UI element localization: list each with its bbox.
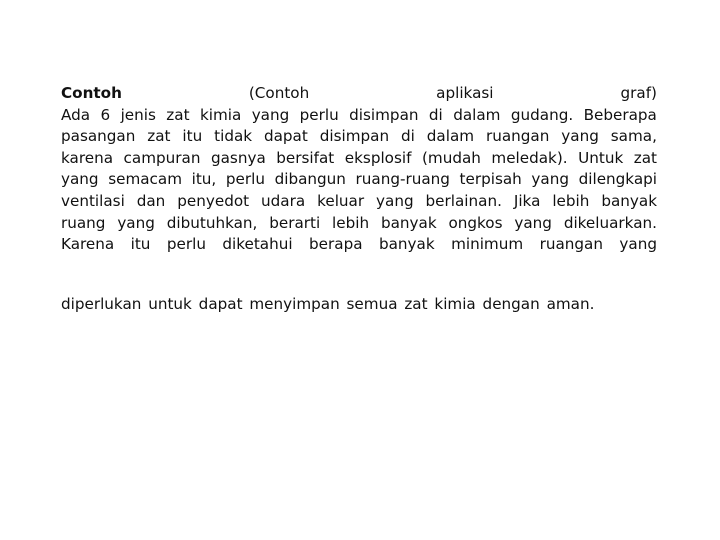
- paragraph-word: Ada: [61, 105, 91, 124]
- paragraph-word: ruang: [61, 213, 106, 232]
- paragraph-word: minimum: [451, 235, 524, 254]
- paragraph-word: di: [428, 105, 443, 124]
- paragraph-last-line: diperlukan untuk dapat menyimpan semua zat kimia dengan aman.: [61, 295, 595, 313]
- paragraph-word: perlu: [299, 105, 339, 124]
- paragraph-word: Untuk: [578, 148, 624, 167]
- paragraph-word: perlu: [166, 235, 206, 254]
- paragraph-word: bersifat: [276, 148, 335, 167]
- paragraph-word: eksplosif: [344, 148, 412, 167]
- paragraph-line: [61, 234, 657, 256]
- heading-word: graf): [620, 84, 657, 102]
- paragraph-line: [61, 191, 657, 213]
- paragraph-word: semacam: [108, 170, 182, 189]
- paragraph-word: lebih: [332, 213, 370, 232]
- paragraph-word: yang: [531, 170, 569, 189]
- paragraph-word: keluar: [317, 191, 365, 210]
- paragraph-word: ruangan: [539, 235, 603, 254]
- paragraph-word: tidak: [214, 127, 253, 146]
- paragraph-word: dibutuhkan,: [166, 213, 258, 232]
- paragraph-word: lebih: [552, 191, 590, 210]
- heading-label: Contoh: [61, 84, 122, 102]
- paragraph-word: terpisah: [459, 170, 522, 189]
- heading-line: [61, 83, 657, 105]
- paragraph-word: Jika: [513, 191, 541, 210]
- paragraph-word: yang: [251, 105, 290, 124]
- paragraph-line: [61, 126, 657, 148]
- paragraph-word: itu: [182, 127, 203, 146]
- paragraph-line: [61, 213, 657, 235]
- paragraph-word: perlu: [225, 170, 265, 189]
- paragraph-word: dilengkapi: [578, 170, 657, 189]
- paragraph-word: campuran: [123, 148, 201, 167]
- paragraph-word: berlainan.: [425, 191, 502, 210]
- paragraph-line: [61, 105, 657, 127]
- paragraph-word: kimia: [199, 105, 242, 124]
- paragraph-line: [61, 169, 657, 191]
- paragraph-word: yang: [561, 127, 599, 146]
- heading-word: (Contoh: [248, 84, 310, 102]
- paragraph-word: itu,: [191, 170, 217, 189]
- paragraph-word: disimpan: [319, 127, 390, 146]
- paragraph-word: sama,: [610, 127, 657, 146]
- paragraph-word: ventilasi: [61, 191, 125, 210]
- paragraph-word: karena: [61, 148, 114, 167]
- paragraph-word: dapat: [263, 127, 308, 146]
- paragraph-word: gasnya: [210, 148, 266, 167]
- paragraph-word: banyak: [380, 213, 437, 232]
- paragraph-word: 6: [100, 105, 111, 124]
- paragraph-word: disimpan: [349, 105, 419, 124]
- paragraph-word: dan: [136, 191, 166, 210]
- paragraph-word: zat: [147, 127, 171, 146]
- paragraph-word: dalam: [426, 127, 475, 146]
- paragraph-word: banyak: [601, 191, 657, 210]
- paragraph-word: dibangun: [274, 170, 346, 189]
- paragraph-word: banyak: [378, 235, 435, 254]
- paragraph-word: zat: [633, 148, 657, 167]
- paragraph-line: [61, 148, 657, 170]
- paragraph-word: yang: [61, 170, 99, 189]
- paragraph-word: zat: [166, 105, 190, 124]
- paragraph-word: yang: [117, 213, 155, 232]
- paragraph-word: diketahui: [222, 235, 293, 254]
- paragraph-word: meledak).: [491, 148, 568, 167]
- paragraph-word: berarti: [269, 213, 321, 232]
- paragraph-word: dalam: [453, 105, 501, 124]
- paragraph-word: Beberapa: [583, 105, 657, 124]
- paragraph-word: yang: [376, 191, 414, 210]
- paragraph-word: yang: [619, 235, 657, 254]
- paragraph-word: dikeluarkan.: [563, 213, 657, 232]
- paragraph-word: udara: [261, 191, 306, 210]
- paragraph-word: (mudah: [421, 148, 481, 167]
- paragraph-word: penyedot: [177, 191, 250, 210]
- paragraph-word: ongkos: [448, 213, 503, 232]
- paragraph-word: pasangan: [61, 127, 136, 146]
- text-block: [61, 83, 657, 256]
- paragraph-word: gudang.: [510, 105, 574, 124]
- paragraph-word: ruangan: [485, 127, 550, 146]
- paragraph-word: di: [401, 127, 415, 146]
- paragraph-word: ruang-ruang: [355, 170, 450, 189]
- paragraph-word: berapa: [309, 235, 363, 254]
- paragraph-word: yang: [514, 213, 552, 232]
- paragraph-word: itu: [130, 235, 151, 254]
- paragraph-word: Karena: [61, 235, 115, 254]
- paragraph-word: jenis: [120, 105, 156, 124]
- heading-word: aplikasi: [436, 84, 494, 102]
